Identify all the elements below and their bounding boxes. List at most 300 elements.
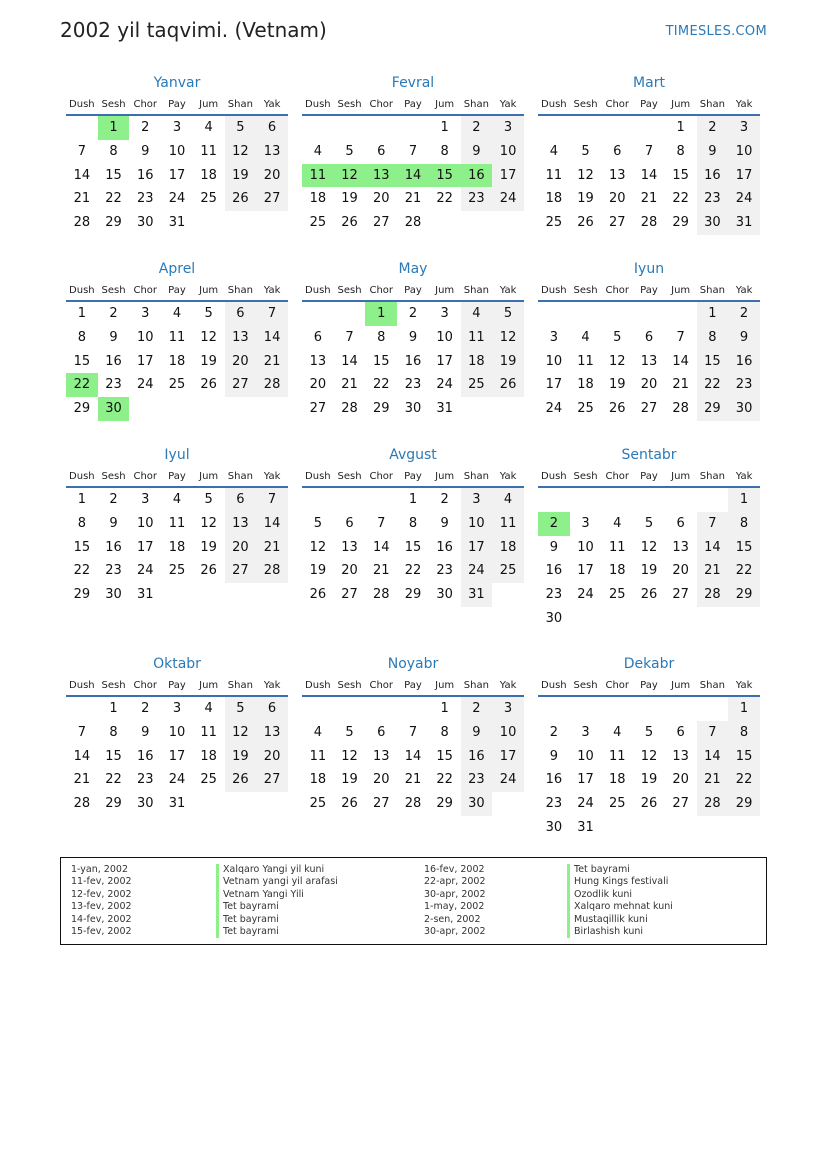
day-cell[interactable]: 5 <box>581 143 590 159</box>
day-cell[interactable]: 19 <box>577 191 594 207</box>
day-cell[interactable]: 6 <box>345 515 354 531</box>
day-cell[interactable]: 25 <box>492 559 524 583</box>
day-cell[interactable]: 23 <box>461 187 493 211</box>
day-cell[interactable]: 16 <box>461 745 493 769</box>
day-cell[interactable]: 23 <box>404 377 422 393</box>
day-cell[interactable]: 6 <box>313 329 322 345</box>
day-cell[interactable]: 20 <box>672 772 689 788</box>
day-cell[interactable]: 25 <box>608 796 626 812</box>
day-cell[interactable]: 7 <box>408 724 418 740</box>
day-cell[interactable]: 1 <box>440 120 449 135</box>
day-cell[interactable]: 17 <box>545 377 563 393</box>
day-cell-holiday[interactable]: 15 <box>429 164 461 188</box>
day-cell[interactable]: 9 <box>549 748 558 764</box>
day-cell[interactable]: 28 <box>672 401 689 417</box>
day-cell[interactable]: 10 <box>436 329 453 345</box>
day-cell[interactable]: 23 <box>728 373 760 397</box>
day-cell[interactable]: 9 <box>408 329 418 345</box>
day-cell-holiday[interactable]: 22 <box>66 373 98 397</box>
day-cell[interactable]: 11 <box>200 724 217 740</box>
day-cell[interactable]: 17 <box>168 167 186 183</box>
day-cell[interactable]: 5 <box>492 302 524 326</box>
day-cell[interactable]: 31 <box>461 583 493 607</box>
day-cell[interactable]: 12 <box>492 326 524 350</box>
day-cell[interactable]: 2 <box>109 492 118 507</box>
day-cell[interactable]: 8 <box>109 143 118 159</box>
day-cell[interactable]: 7 <box>345 329 354 345</box>
day-cell[interactable]: 4 <box>204 701 213 716</box>
day-cell[interactable]: 18 <box>168 539 186 555</box>
day-cell[interactable]: 5 <box>613 329 622 345</box>
day-cell[interactable]: 24 <box>492 768 524 792</box>
day-cell[interactable]: 20 <box>640 377 658 393</box>
day-cell[interactable]: 9 <box>109 329 118 345</box>
day-cell[interactable]: 2 <box>109 306 118 321</box>
day-cell[interactable]: 11 <box>545 167 563 183</box>
day-cell[interactable]: 12 <box>608 353 626 369</box>
day-cell[interactable]: 18 <box>200 167 217 183</box>
day-cell[interactable]: 13 <box>608 167 626 183</box>
day-cell[interactable]: 11 <box>608 539 626 555</box>
day-cell[interactable]: 16 <box>105 353 122 369</box>
day-cell[interactable]: 28 <box>341 401 358 417</box>
day-cell[interactable]: 1 <box>676 120 685 135</box>
day-cell[interactable]: 2 <box>728 302 760 326</box>
day-cell[interactable]: 10 <box>492 721 524 745</box>
day-cell[interactable]: 28 <box>404 215 422 231</box>
day-cell[interactable]: 30 <box>697 211 729 235</box>
day-cell[interactable]: 16 <box>545 772 563 788</box>
day-cell[interactable]: 14 <box>697 536 729 560</box>
day-cell[interactable]: 17 <box>136 539 154 555</box>
day-cell[interactable]: 28 <box>404 796 422 812</box>
day-cell[interactable]: 17 <box>436 353 453 369</box>
day-cell[interactable]: 21 <box>341 377 358 393</box>
day-cell[interactable]: 12 <box>200 515 217 531</box>
day-cell[interactable]: 6 <box>256 116 288 140</box>
day-cell[interactable]: 15 <box>728 745 760 769</box>
day-cell[interactable]: 18 <box>200 748 217 764</box>
day-cell[interactable]: 2 <box>141 120 150 135</box>
day-cell[interactable]: 9 <box>440 515 449 531</box>
day-cell[interactable]: 19 <box>640 563 658 579</box>
day-cell[interactable]: 29 <box>372 401 390 417</box>
day-cell-holiday[interactable]: 1 <box>98 116 130 140</box>
day-cell[interactable]: 22 <box>436 191 453 207</box>
day-cell[interactable]: 26 <box>225 768 257 792</box>
day-cell[interactable]: 29 <box>404 587 422 603</box>
day-cell[interactable]: 21 <box>73 772 91 788</box>
day-cell[interactable]: 5 <box>204 492 213 507</box>
day-cell[interactable]: 5 <box>313 515 322 531</box>
day-cell[interactable]: 19 <box>309 563 327 579</box>
day-cell[interactable]: 9 <box>461 140 493 164</box>
day-cell[interactable]: 14 <box>256 326 288 350</box>
day-cell[interactable]: 18 <box>168 353 186 369</box>
day-cell[interactable]: 20 <box>309 377 327 393</box>
day-cell[interactable]: 24 <box>577 587 594 603</box>
day-cell[interactable]: 4 <box>613 515 622 531</box>
day-cell[interactable]: 6 <box>225 302 257 326</box>
day-cell[interactable]: 25 <box>200 191 217 207</box>
day-cell[interactable]: 22 <box>697 373 729 397</box>
day-cell[interactable]: 26 <box>608 401 626 417</box>
day-cell[interactable]: 10 <box>461 512 493 536</box>
day-cell[interactable]: 19 <box>200 353 217 369</box>
day-cell[interactable]: 19 <box>225 745 257 769</box>
day-cell[interactable]: 28 <box>640 215 658 231</box>
day-cell[interactable]: 25 <box>168 563 186 579</box>
day-cell[interactable]: 27 <box>640 401 658 417</box>
day-cell[interactable]: 28 <box>73 796 91 812</box>
day-cell[interactable]: 8 <box>408 515 418 531</box>
day-cell[interactable]: 16 <box>136 748 154 764</box>
day-cell[interactable]: 8 <box>728 721 760 745</box>
day-cell[interactable]: 24 <box>577 796 594 812</box>
day-cell[interactable]: 4 <box>613 724 622 740</box>
day-cell[interactable]: 17 <box>577 563 594 579</box>
day-cell[interactable]: 16 <box>436 539 453 555</box>
day-cell[interactable]: 2 <box>440 492 449 507</box>
day-cell[interactable]: 20 <box>225 350 257 374</box>
day-cell[interactable]: 12 <box>341 748 358 764</box>
day-cell[interactable]: 27 <box>608 215 626 231</box>
day-cell[interactable]: 11 <box>608 748 626 764</box>
day-cell-holiday[interactable]: 2 <box>538 512 570 536</box>
day-cell[interactable]: 8 <box>728 512 760 536</box>
day-cell[interactable]: 22 <box>728 559 760 583</box>
day-cell[interactable]: 21 <box>372 563 390 579</box>
day-cell[interactable]: 7 <box>256 488 288 512</box>
day-cell[interactable]: 30 <box>136 215 154 231</box>
day-cell[interactable]: 14 <box>73 748 91 764</box>
day-cell[interactable]: 7 <box>377 515 386 531</box>
day-cell[interactable]: 5 <box>225 116 257 140</box>
day-cell[interactable]: 2 <box>461 116 493 140</box>
day-cell[interactable]: 31 <box>436 401 453 417</box>
day-cell[interactable]: 7 <box>697 512 729 536</box>
day-cell[interactable]: 15 <box>404 539 422 555</box>
day-cell[interactable]: 22 <box>105 191 122 207</box>
day-cell[interactable]: 6 <box>256 697 288 721</box>
day-cell[interactable]: 24 <box>492 187 524 211</box>
day-cell[interactable]: 3 <box>141 492 150 507</box>
day-cell[interactable]: 26 <box>341 215 358 231</box>
day-cell[interactable]: 2 <box>461 697 493 721</box>
day-cell[interactable]: 1 <box>728 697 760 721</box>
day-cell[interactable]: 12 <box>225 721 257 745</box>
day-cell[interactable]: 18 <box>461 350 493 374</box>
day-cell[interactable]: 20 <box>341 563 358 579</box>
day-cell[interactable]: 1 <box>697 302 729 326</box>
day-cell[interactable]: 25 <box>545 215 563 231</box>
day-cell[interactable]: 3 <box>141 306 150 321</box>
day-cell[interactable]: 25 <box>461 373 493 397</box>
day-cell[interactable]: 29 <box>436 796 453 812</box>
day-cell[interactable]: 10 <box>728 140 760 164</box>
day-cell[interactable]: 19 <box>341 191 358 207</box>
day-cell[interactable]: 24 <box>436 377 453 393</box>
day-cell[interactable]: 20 <box>372 191 390 207</box>
day-cell[interactable]: 30 <box>461 792 493 816</box>
day-cell[interactable]: 30 <box>545 610 563 626</box>
day-cell[interactable]: 28 <box>73 215 91 231</box>
day-cell[interactable]: 15 <box>436 748 453 764</box>
day-cell[interactable]: 6 <box>377 143 386 159</box>
day-cell[interactable]: 23 <box>136 772 154 788</box>
day-cell[interactable]: 14 <box>697 745 729 769</box>
day-cell[interactable]: 25 <box>577 401 594 417</box>
day-cell[interactable]: 13 <box>225 512 257 536</box>
day-cell[interactable]: 3 <box>492 697 524 721</box>
day-cell[interactable]: 13 <box>372 748 390 764</box>
day-cell[interactable]: 16 <box>545 563 563 579</box>
day-cell[interactable]: 22 <box>372 377 390 393</box>
day-cell[interactable]: 2 <box>549 724 558 740</box>
day-cell[interactable]: 23 <box>105 563 122 579</box>
day-cell[interactable]: 21 <box>256 536 288 560</box>
day-cell[interactable]: 7 <box>408 143 418 159</box>
day-cell[interactable]: 23 <box>436 563 453 579</box>
day-cell[interactable]: 12 <box>577 167 594 183</box>
day-cell[interactable]: 21 <box>640 191 658 207</box>
day-cell[interactable]: 29 <box>73 587 91 603</box>
day-cell[interactable]: 26 <box>309 587 327 603</box>
day-cell[interactable]: 25 <box>309 796 327 812</box>
day-cell[interactable]: 16 <box>136 167 154 183</box>
day-cell[interactable]: 27 <box>672 796 689 812</box>
day-cell[interactable]: 27 <box>372 796 390 812</box>
day-cell[interactable]: 31 <box>168 796 186 812</box>
day-cell[interactable]: 13 <box>309 353 327 369</box>
day-cell[interactable]: 6 <box>676 724 685 740</box>
day-cell[interactable]: 10 <box>545 353 563 369</box>
day-cell[interactable]: 18 <box>309 191 327 207</box>
day-cell[interactable]: 19 <box>225 164 257 188</box>
day-cell[interactable]: 7 <box>644 143 654 159</box>
day-cell[interactable]: 4 <box>172 492 182 507</box>
day-cell[interactable]: 10 <box>577 539 594 555</box>
day-cell[interactable]: 2 <box>141 701 150 716</box>
day-cell[interactable]: 3 <box>172 701 182 716</box>
day-cell[interactable]: 21 <box>256 350 288 374</box>
day-cell[interactable]: 8 <box>440 724 449 740</box>
day-cell[interactable]: 15 <box>372 353 390 369</box>
day-cell[interactable]: 18 <box>608 772 626 788</box>
day-cell[interactable]: 14 <box>404 748 422 764</box>
day-cell[interactable]: 14 <box>372 539 390 555</box>
day-cell[interactable]: 9 <box>549 539 558 555</box>
day-cell[interactable]: 15 <box>73 539 91 555</box>
day-cell[interactable]: 21 <box>697 559 729 583</box>
day-cell[interactable]: 11 <box>492 512 524 536</box>
day-cell[interactable]: 23 <box>461 768 493 792</box>
day-cell[interactable]: 9 <box>728 326 760 350</box>
day-cell[interactable]: 27 <box>341 587 358 603</box>
day-cell[interactable]: 3 <box>581 724 590 740</box>
day-cell[interactable]: 2 <box>697 116 729 140</box>
day-cell[interactable]: 11 <box>577 353 594 369</box>
day-cell[interactable]: 16 <box>105 539 122 555</box>
day-cell[interactable]: 31 <box>728 211 760 235</box>
day-cell[interactable]: 7 <box>676 329 685 345</box>
day-cell[interactable]: 29 <box>73 401 91 417</box>
day-cell[interactable]: 25 <box>309 215 327 231</box>
day-cell[interactable]: 7 <box>697 721 729 745</box>
day-cell[interactable]: 8 <box>77 515 86 531</box>
day-cell[interactable]: 18 <box>309 772 327 788</box>
day-cell[interactable]: 1 <box>440 701 449 716</box>
day-cell[interactable]: 11 <box>309 748 327 764</box>
day-cell[interactable]: 6 <box>613 143 622 159</box>
day-cell[interactable]: 1 <box>408 492 418 507</box>
day-cell[interactable]: 3 <box>581 515 590 531</box>
day-cell[interactable]: 14 <box>341 353 358 369</box>
day-cell[interactable]: 4 <box>549 143 558 159</box>
day-cell[interactable]: 17 <box>728 164 760 188</box>
day-cell-holiday[interactable]: 16 <box>461 164 493 188</box>
day-cell[interactable]: 8 <box>440 143 449 159</box>
day-cell[interactable]: 4 <box>313 143 322 159</box>
day-cell[interactable]: 9 <box>141 143 150 159</box>
day-cell[interactable]: 9 <box>109 515 118 531</box>
day-cell[interactable]: 31 <box>168 215 186 231</box>
day-cell[interactable]: 5 <box>204 306 213 321</box>
day-cell[interactable]: 28 <box>697 792 729 816</box>
day-cell[interactable]: 17 <box>577 772 594 788</box>
day-cell[interactable]: 4 <box>204 120 213 135</box>
brand-logo[interactable]: TIMESLES.COM <box>665 24 767 39</box>
day-cell[interactable]: 25 <box>200 772 217 788</box>
day-cell[interactable]: 2 <box>408 306 418 321</box>
day-cell[interactable]: 20 <box>608 191 626 207</box>
day-cell[interactable]: 22 <box>672 191 689 207</box>
day-cell[interactable]: 19 <box>492 350 524 374</box>
day-cell[interactable]: 10 <box>136 329 154 345</box>
day-cell[interactable]: 12 <box>200 329 217 345</box>
day-cell[interactable]: 15 <box>728 536 760 560</box>
day-cell[interactable]: 14 <box>256 512 288 536</box>
day-cell[interactable]: 8 <box>77 329 86 345</box>
day-cell[interactable]: 5 <box>644 515 654 531</box>
day-cell[interactable]: 10 <box>136 515 154 531</box>
day-cell[interactable]: 29 <box>728 792 760 816</box>
day-cell[interactable]: 19 <box>341 772 358 788</box>
day-cell[interactable]: 9 <box>461 721 493 745</box>
day-cell[interactable]: 25 <box>168 377 186 393</box>
day-cell[interactable]: 23 <box>545 796 563 812</box>
day-cell[interactable]: 11 <box>168 329 186 345</box>
day-cell[interactable]: 9 <box>141 724 150 740</box>
day-cell[interactable]: 23 <box>545 587 563 603</box>
day-cell[interactable]: 19 <box>640 772 658 788</box>
day-cell[interactable]: 11 <box>168 515 186 531</box>
day-cell[interactable]: 27 <box>256 187 288 211</box>
day-cell[interactable]: 23 <box>136 191 154 207</box>
day-cell[interactable]: 24 <box>168 772 186 788</box>
day-cell[interactable]: 1 <box>109 701 118 716</box>
day-cell[interactable]: 28 <box>372 587 390 603</box>
day-cell[interactable]: 1 <box>77 492 86 507</box>
day-cell[interactable]: 9 <box>697 140 729 164</box>
day-cell[interactable]: 5 <box>345 143 354 159</box>
day-cell[interactable]: 26 <box>341 796 358 812</box>
day-cell[interactable]: 3 <box>440 306 449 321</box>
day-cell[interactable]: 22 <box>728 768 760 792</box>
day-cell[interactable]: 23 <box>105 377 122 393</box>
day-cell[interactable]: 8 <box>377 329 386 345</box>
day-cell[interactable]: 13 <box>256 140 288 164</box>
day-cell[interactable]: 16 <box>697 164 729 188</box>
day-cell[interactable]: 16 <box>404 353 422 369</box>
day-cell[interactable]: 18 <box>492 536 524 560</box>
day-cell[interactable]: 30 <box>105 587 122 603</box>
day-cell[interactable]: 17 <box>461 536 493 560</box>
day-cell[interactable]: 20 <box>225 536 257 560</box>
day-cell[interactable]: 13 <box>341 539 358 555</box>
day-cell[interactable]: 22 <box>105 772 122 788</box>
day-cell[interactable]: 22 <box>436 772 453 788</box>
day-cell[interactable]: 30 <box>545 819 563 835</box>
day-cell[interactable]: 10 <box>168 724 186 740</box>
day-cell[interactable]: 20 <box>372 772 390 788</box>
day-cell[interactable]: 6 <box>225 488 257 512</box>
day-cell-holiday[interactable]: 14 <box>397 164 429 188</box>
day-cell[interactable]: 31 <box>577 819 594 835</box>
day-cell[interactable]: 6 <box>676 515 685 531</box>
day-cell[interactable]: 7 <box>256 302 288 326</box>
day-cell[interactable]: 26 <box>492 373 524 397</box>
day-cell[interactable]: 8 <box>109 724 118 740</box>
day-cell[interactable]: 18 <box>577 377 594 393</box>
day-cell[interactable]: 5 <box>345 724 354 740</box>
day-cell[interactable]: 14 <box>640 167 658 183</box>
day-cell[interactable]: 10 <box>492 140 524 164</box>
day-cell[interactable]: 15 <box>105 167 122 183</box>
day-cell[interactable]: 27 <box>672 587 689 603</box>
day-cell[interactable]: 27 <box>225 373 257 397</box>
day-cell[interactable]: 12 <box>309 539 327 555</box>
day-cell[interactable]: 31 <box>136 587 154 603</box>
day-cell[interactable]: 13 <box>672 748 689 764</box>
day-cell[interactable]: 6 <box>644 329 654 345</box>
day-cell[interactable]: 17 <box>136 353 154 369</box>
day-cell[interactable]: 12 <box>225 140 257 164</box>
day-cell[interactable]: 4 <box>581 329 590 345</box>
day-cell[interactable]: 27 <box>309 401 327 417</box>
day-cell[interactable]: 24 <box>728 187 760 211</box>
day-cell[interactable]: 21 <box>404 191 422 207</box>
day-cell[interactable]: 15 <box>105 748 122 764</box>
day-cell-holiday[interactable]: 12 <box>334 164 366 188</box>
day-cell[interactable]: 12 <box>640 539 658 555</box>
day-cell[interactable]: 4 <box>313 724 322 740</box>
day-cell[interactable]: 21 <box>73 191 91 207</box>
day-cell[interactable]: 30 <box>136 796 154 812</box>
day-cell[interactable]: 24 <box>545 401 563 417</box>
day-cell[interactable]: 27 <box>225 559 257 583</box>
day-cell[interactable]: 29 <box>672 215 689 231</box>
day-cell[interactable]: 7 <box>77 724 86 740</box>
day-cell[interactable]: 30 <box>404 401 422 417</box>
day-cell[interactable]: 20 <box>672 563 689 579</box>
day-cell[interactable]: 21 <box>697 768 729 792</box>
day-cell[interactable]: 24 <box>461 559 493 583</box>
day-cell[interactable]: 4 <box>172 306 182 321</box>
day-cell-holiday[interactable]: 11 <box>302 164 334 188</box>
day-cell[interactable]: 20 <box>256 745 288 769</box>
day-cell[interactable]: 26 <box>577 215 594 231</box>
